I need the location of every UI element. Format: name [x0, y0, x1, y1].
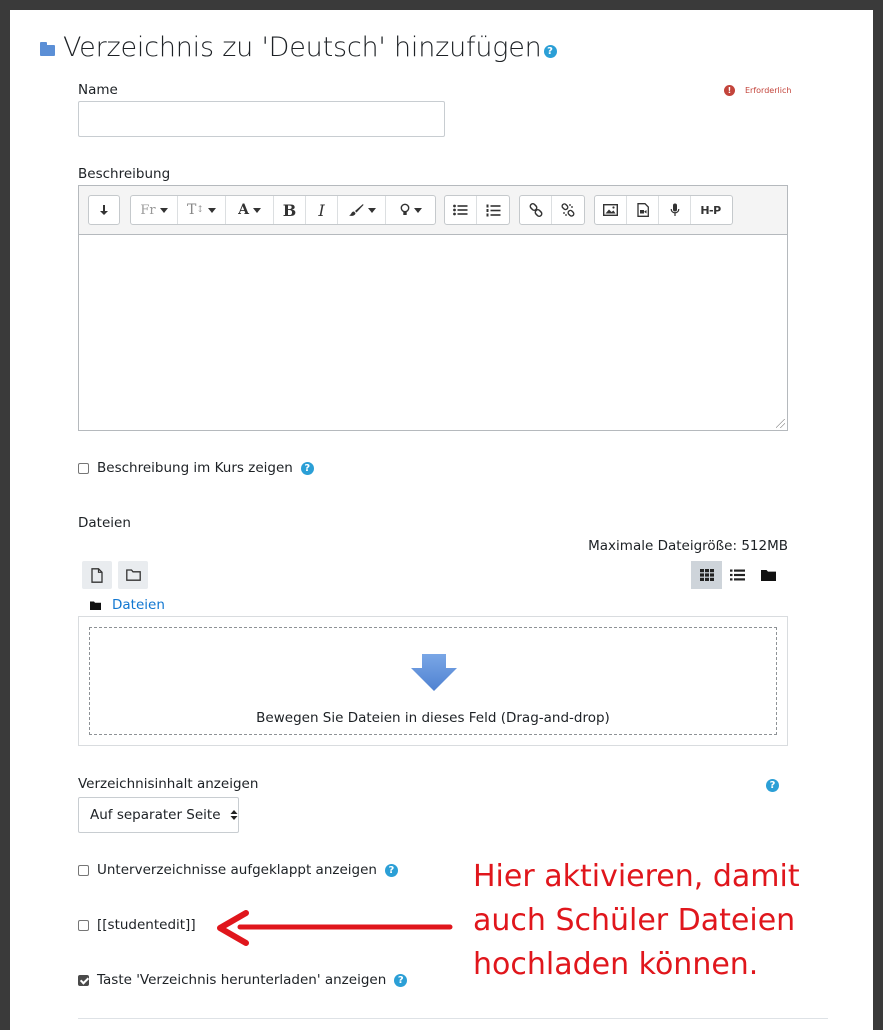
- font-size-glyph: T: [187, 202, 197, 218]
- annotation-arrow-icon: [210, 910, 455, 950]
- description-textarea[interactable]: [79, 234, 787, 430]
- media-button[interactable]: [627, 196, 659, 224]
- list-icon: [730, 569, 745, 581]
- page-title: Verzeichnis zu 'Deutsch' hinzufügen: [63, 32, 542, 63]
- toolbar-toggle-button[interactable]: [89, 196, 119, 224]
- max-file-size: Maximale Dateigröße: 512MB: [588, 538, 788, 554]
- annotation-line: hochladen können.: [473, 947, 759, 982]
- help-icon[interactable]: ?: [394, 974, 407, 987]
- name-label: Name: [78, 82, 118, 98]
- toolbar-group-links: [519, 195, 585, 225]
- dropzone-text: Bewegen Sie Dateien in dieses Feld (Drag-and-drop): [256, 710, 610, 726]
- resize-handle[interactable]: [776, 419, 785, 428]
- link-icon: [529, 203, 543, 217]
- help-icon[interactable]: ?: [385, 864, 398, 877]
- rich-text-editor: [78, 185, 788, 431]
- font-family-button[interactable]: [131, 196, 178, 224]
- grid-icon: [700, 569, 714, 581]
- files-label: Dateien: [78, 515, 131, 531]
- section-divider: [78, 1018, 828, 1019]
- image-icon: [603, 204, 618, 216]
- italic-button[interactable]: I: [306, 196, 338, 224]
- form-page: [10, 10, 873, 1030]
- dropzone-dashed-area: [89, 627, 777, 735]
- numbered-list-icon: [486, 204, 501, 217]
- bullet-list-icon: [453, 204, 468, 216]
- page-header: [40, 32, 557, 63]
- arrow-down-icon: [410, 654, 458, 692]
- video-file-icon: [637, 203, 649, 217]
- view-list-button[interactable]: [722, 561, 753, 589]
- chevron-down-icon: [253, 208, 261, 213]
- display-select[interactable]: [78, 797, 239, 833]
- display-label: Verzeichnisinhalt anzeigen: [78, 776, 259, 792]
- display-select-value: Auf separater Seite: [90, 807, 221, 823]
- breadcrumb: [90, 597, 165, 613]
- font-family-glyph: Fr: [140, 202, 156, 218]
- studentedit-checkbox[interactable]: [78, 920, 89, 931]
- font-color-button[interactable]: [226, 196, 274, 224]
- toolbar-group-collapse: [88, 195, 120, 225]
- download-button-row: [78, 972, 407, 988]
- microphone-icon: [670, 203, 680, 217]
- description-label: Beschreibung: [78, 166, 171, 182]
- folder-icon: [761, 569, 776, 581]
- annotation-text: [473, 855, 800, 987]
- lightbulb-button[interactable]: [386, 196, 435, 224]
- folder-outline-icon: [126, 569, 141, 581]
- arrow-down-icon: [99, 204, 109, 216]
- help-icon[interactable]: ?: [766, 779, 779, 792]
- annotation-line: auch Schüler Dateien: [473, 903, 796, 938]
- required-indicator: [724, 85, 791, 96]
- font-size-button[interactable]: T ↕: [178, 196, 226, 224]
- font-color-glyph: A: [238, 202, 249, 218]
- h5p-button[interactable]: H-P: [700, 203, 721, 217]
- breadcrumb-link-dateien[interactable]: Dateien: [112, 597, 165, 613]
- file-dropzone[interactable]: [78, 616, 788, 746]
- download-button-label: Taste 'Verzeichnis herunterladen' anzeigen: [97, 972, 387, 988]
- show-expanded-row: [78, 862, 398, 878]
- ordered-list-button[interactable]: [477, 196, 509, 224]
- file-icon: [91, 568, 103, 583]
- chevron-down-icon: [414, 208, 422, 213]
- folder-icon: [40, 45, 55, 56]
- show-expanded-label: Unterverzeichnisse aufgeklappt anzeigen: [97, 862, 377, 878]
- help-icon[interactable]: ?: [301, 462, 314, 475]
- chevron-down-icon: [368, 208, 376, 213]
- studentedit-row: [78, 917, 196, 933]
- editor-toolbar: [79, 186, 787, 234]
- studentedit-label: [[studentedit]]: [97, 917, 196, 933]
- required-text: Erforderlich: [745, 86, 792, 95]
- lightbulb-icon: [400, 203, 410, 217]
- show-expanded-checkbox[interactable]: [78, 865, 89, 876]
- unlink-button[interactable]: [552, 196, 584, 224]
- image-button[interactable]: [595, 196, 627, 224]
- folder-icon: [90, 601, 101, 610]
- chevron-updown-icon: [230, 810, 238, 820]
- unlink-icon: [561, 203, 575, 217]
- help-icon[interactable]: ?: [544, 45, 557, 58]
- show-description-checkbox[interactable]: [78, 463, 89, 474]
- download-button-checkbox[interactable]: [78, 975, 89, 986]
- bold-button[interactable]: B: [274, 196, 306, 224]
- toolbar-group-format: [130, 195, 436, 225]
- annotation-line: Hier aktivieren, damit: [473, 859, 800, 894]
- chevron-down-icon: [160, 208, 168, 213]
- paintbrush-icon: [348, 203, 364, 217]
- create-folder-button[interactable]: [118, 561, 148, 589]
- brush-button[interactable]: [338, 196, 386, 224]
- record-audio-button[interactable]: [659, 196, 691, 224]
- toolbar-group-media: [594, 195, 733, 225]
- required-icon: !: [724, 85, 735, 96]
- chevron-down-icon: [208, 208, 216, 213]
- show-description-label: Beschreibung im Kurs zeigen: [97, 460, 293, 476]
- name-input[interactable]: [78, 101, 445, 137]
- unordered-list-button[interactable]: [445, 196, 477, 224]
- view-tree-button[interactable]: [753, 561, 784, 589]
- link-button[interactable]: [520, 196, 552, 224]
- add-file-button[interactable]: [82, 561, 112, 589]
- view-icons-button[interactable]: [691, 561, 722, 589]
- show-description-row: [78, 460, 314, 476]
- toolbar-group-lists: [444, 195, 510, 225]
